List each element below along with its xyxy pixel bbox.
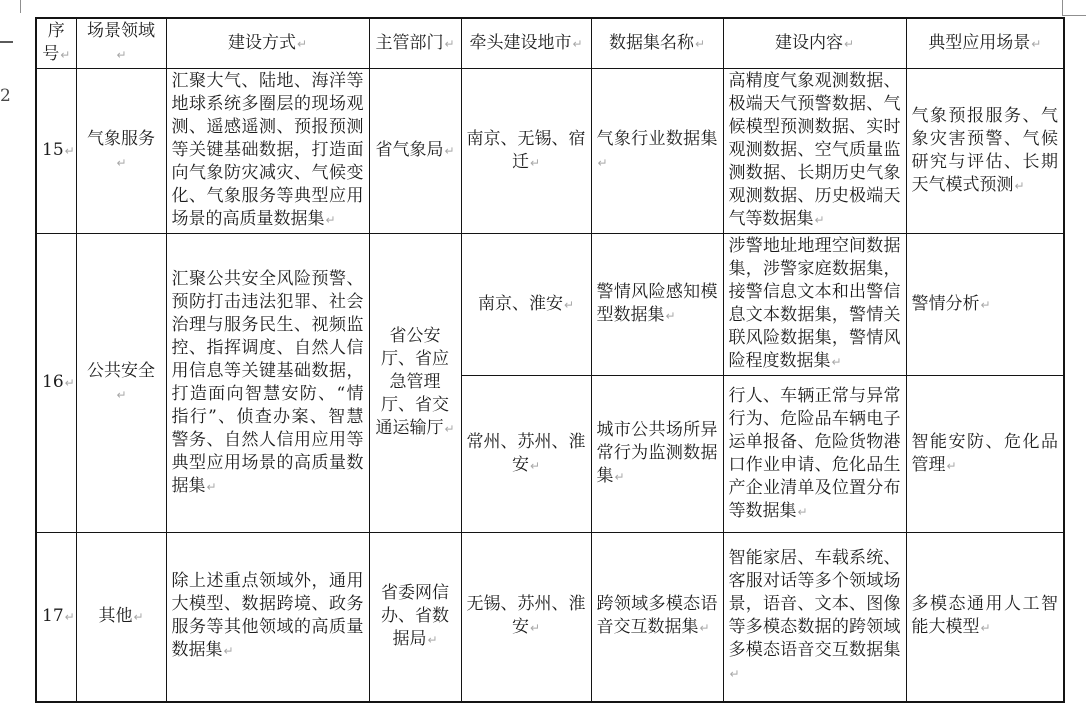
header-content[interactable]: 建设内容↵ — [723, 18, 906, 69]
cell-16b-scenario[interactable]: 智能安防、危化品管理↵ — [906, 376, 1064, 533]
cell-16b-content[interactable]: 行人、车辆正常与异常行为、危险品车辆电子运单报备、危险货物港口作业申请、危化品生产企业清单及位置分布等数据集↵ — [723, 376, 906, 533]
cell-15-department[interactable]: 省气象局↵ — [369, 69, 461, 234]
dataset-plan-table — [35, 17, 1065, 703]
cell-17-scenario[interactable]: 多模态通用人工智能大模型↵ — [906, 533, 1064, 702]
end-of-cell-mark: ↵ — [563, 297, 575, 312]
end-of-cell-mark: ↵ — [427, 632, 438, 647]
text-boundary-mark-top-left — [20, 0, 21, 13]
cell-16a-dataset[interactable]: 警情风险感知模型数据集↵ — [591, 234, 723, 376]
end-of-cell-mark: ↵ — [1014, 178, 1025, 193]
end-of-cell-mark: ↵ — [572, 36, 583, 51]
end-of-cell-mark: ↵ — [699, 621, 710, 636]
cell-17-method[interactable]: 除上述重点领域外，通用大模型、数据跨境、政务服务等其他领域的高质量数据集↵ — [166, 533, 369, 702]
end-of-cell-mark: ↵ — [60, 48, 71, 62]
end-of-cell-mark: ↵ — [614, 470, 625, 484]
cell-17-department[interactable]: 省委网信办、省数据局↵ — [369, 533, 461, 702]
end-of-cell-mark: ↵ — [597, 155, 608, 170]
end-of-cell-mark: ↵ — [831, 355, 842, 369]
end-of-cell-mark: ↵ — [797, 504, 808, 519]
table-row-15 — [36, 69, 1064, 234]
cell-16-department[interactable]: 省公安厅、省应急管理厅、省交通运输厅↵ — [369, 234, 461, 533]
cell-15-method[interactable]: 汇聚大气、陆地、海洋等地球系统多圈层的现场观测、遥感遥测、预报预测等关键基础数据，打造面向气象防灾减灾、气候变化、气象服务等典型应用场景的高质量数据集↵ — [166, 69, 369, 234]
end-of-cell-mark: ↵ — [529, 621, 541, 636]
end-of-cell-mark: ↵ — [946, 458, 957, 473]
margin-page-number: 2 — [0, 86, 11, 106]
left-margin-dash — [0, 41, 13, 43]
cell-15-index[interactable]: 15↵ — [36, 69, 76, 234]
end-of-cell-mark: ↵ — [116, 155, 127, 170]
cell-16-field[interactable]: 公共安全↵ — [76, 234, 166, 533]
end-of-cell-mark: ↵ — [133, 609, 144, 624]
cell-17-content[interactable]: 智能家居、车载系统、客服对话等多个领域场景，语音、文本、图像等多模态数据的跨领域多模态语音交互数据集↵ — [723, 533, 906, 702]
end-of-cell-mark: ↵ — [116, 48, 127, 62]
end-of-cell-mark: ↵ — [64, 376, 75, 390]
end-of-cell-mark: ↵ — [444, 36, 455, 51]
end-of-cell-mark: ↵ — [223, 644, 234, 659]
end-of-cell-mark: ↵ — [694, 36, 706, 51]
header-cities[interactable]: 牵头建设地市↵ — [461, 18, 591, 69]
cell-15-field[interactable]: 气象服务↵ — [76, 69, 166, 234]
end-of-cell-mark: ↵ — [296, 36, 308, 51]
cell-16a-scenario[interactable]: 警情分析↵ — [906, 234, 1064, 376]
cell-15-cities[interactable]: 南京、无锡、宿迁↵ — [461, 69, 591, 234]
end-of-cell-mark: ↵ — [325, 213, 336, 227]
text-boundary-mark-top-right-vertical — [1062, 0, 1063, 16]
end-of-cell-mark: ↵ — [665, 309, 676, 323]
end-of-cell-mark: ↵ — [64, 609, 75, 624]
end-of-cell-mark: ↵ — [444, 422, 455, 436]
end-of-cell-mark: ↵ — [64, 144, 75, 158]
header-field[interactable]: 场景领域↵ — [76, 18, 166, 69]
end-of-cell-mark: ↵ — [116, 387, 127, 402]
header-index[interactable]: 序号↵ — [36, 18, 76, 69]
table-header-row — [36, 18, 1064, 69]
header-department[interactable]: 主管部门↵ — [369, 18, 461, 69]
header-scenario[interactable]: 典型应用场景↵ — [906, 18, 1064, 69]
end-of-cell-mark: ↵ — [1031, 36, 1042, 51]
end-of-cell-mark: ↵ — [529, 458, 541, 473]
cell-16-index[interactable]: 16↵ — [36, 234, 76, 533]
cell-15-content[interactable]: 高精度气象观测数据、极端天气预警数据、气候模型预测数据、实时观测数据、空气质量监测数据、长期历史气象观测数据、历史极端天气等数据集↵ — [723, 69, 906, 234]
table-row-16a — [36, 234, 1064, 376]
cell-16a-content[interactable]: 涉警地址地理空间数据集，涉警家庭数据集，接警信息文本和出警信息文本数据集，警情关联风险数据集，警情风险程度数据集↵ — [723, 234, 906, 376]
cell-16b-cities[interactable]: 常州、苏州、淮安↵ — [461, 376, 591, 533]
cell-17-dataset[interactable]: 跨领域多模态语音交互数据集↵ — [591, 533, 723, 702]
cell-15-scenario[interactable]: 气象预报服务、气象灾害预警、气候研究与评估、长期天气模式预测↵ — [906, 69, 1064, 234]
cell-17-index[interactable]: 17↵ — [36, 533, 76, 702]
end-of-cell-mark: ↵ — [980, 621, 991, 636]
cell-17-cities[interactable]: 无锡、苏州、淮安↵ — [461, 533, 591, 702]
table-row-17 — [36, 533, 1064, 702]
header-method[interactable]: 建设方式↵ — [166, 18, 369, 69]
cell-17-field[interactable]: 其他↵ — [76, 533, 166, 702]
end-of-cell-mark: ↵ — [206, 479, 217, 494]
end-of-cell-mark: ↵ — [814, 213, 825, 227]
cell-16b-dataset[interactable]: 城市公共场所异常行为监测数据集↵ — [591, 376, 723, 533]
text-boundary-mark-top-right-horizontal — [1062, 15, 1086, 16]
cell-16-method[interactable]: 汇聚公共安全风险预警、预防打击违法犯罪、社会治理与服务民生、视频监控、指挥调度、自然人信用信息等关键基础数据，打造面向智慧安防、“情指行”、侦查办案、智慧警务、自然人信用应用等典型应用场景的高质量数据集↵ — [166, 234, 369, 533]
cell-15-dataset[interactable]: 气象行业数据集↵ — [591, 69, 723, 234]
cell-16a-cities[interactable]: 南京、淮安↵ — [461, 234, 591, 376]
end-of-cell-mark: ↵ — [729, 667, 740, 682]
end-of-cell-mark: ↵ — [843, 36, 855, 51]
end-of-cell-mark: ↵ — [444, 144, 455, 158]
end-of-cell-mark: ↵ — [529, 155, 541, 170]
end-of-cell-mark: ↵ — [980, 297, 991, 312]
header-dataset-name[interactable]: 数据集名称↵ — [591, 18, 723, 69]
